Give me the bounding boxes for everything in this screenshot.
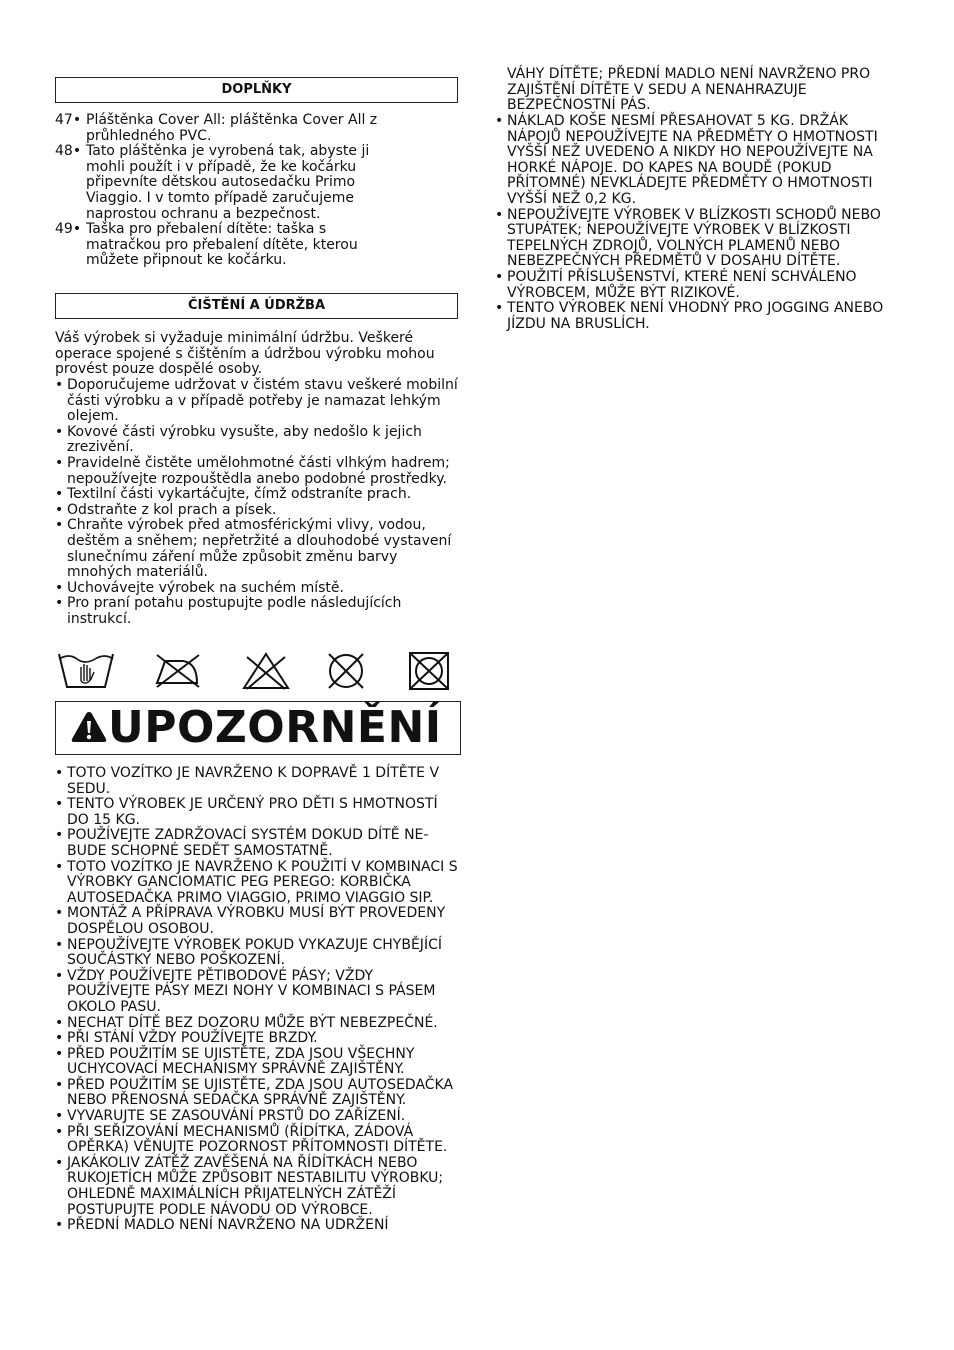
list-item: • Doporučujeme udržovat v čistém stavu veškeré mobilní části výrobku a v případě potřeby je namazat lehkým olejem. bbox=[55, 378, 460, 425]
warning-list-left bbox=[55, 766, 460, 1234]
accessories-list bbox=[55, 113, 400, 269]
list-item: • Odstraňte z kol prach a písek. bbox=[55, 503, 460, 519]
list-item: • NEPOUŽÍVEJTE VÝROBEK V BLÍZKOSTI SCHODŮ NEBO STUPÁTEK; NEPOUŽÍVEJTE VÝROBEK V BLÍZKOSTI TEPELNÝCH ZDROJŮ, VOLNÝCH PLAMENŮ NEBO NEBEZPEČNÝCH PŘEDMĚTŮ V DOSAHU DÍTĚTE. bbox=[495, 208, 905, 270]
item-number: 48• bbox=[55, 143, 82, 160]
item-number: 49• bbox=[55, 221, 82, 238]
do-not-dry-clean-icon bbox=[323, 651, 369, 691]
list-item: • PŘI SEŘIZOVÁNÍ MECHANISMŮ (ŘÍDÍTKA, ZÁDOVÁ OPĚRKA) VĚNUJTE POZORNOST PŘÍTOMNOSTI DÍTĚTE. bbox=[55, 1125, 460, 1156]
do-not-iron-icon bbox=[153, 651, 205, 691]
warning-banner bbox=[55, 701, 461, 755]
list-item: • JAKÁKOLIV ZÁTĚŽ ZAVĚŠENÁ NA ŘÍDÍTKÁCH NEBO RUKOJETÍCH MŮŽE ZPŮSOBIT NESTABILITU VÝROBKU; OHLEDNĚ MAXIMÁLNÍCH PŘIJATELNÝCH ZÁTĚŽÍ POSTUPUJTE PODLE NÁVODU OD VÝROBCE. bbox=[55, 1156, 460, 1218]
item-text: Taška pro přebalení dítěte: taška s matračkou pro přebalení dítěte, kterou můžete připnout ke kočárku. bbox=[86, 221, 358, 269]
list-item: • VYVARUJTE SE ZASOUVÁNÍ PRSTŮ DO ZAŘÍZENÍ. bbox=[55, 1109, 460, 1125]
item-text: Tato pláštěnka je vyrobená tak, abyste ji mohli použít i v případě, že ke kočárku připevníte dětskou autosedačku Primo Viaggio. I v tomto případě zaručujeme naprostou ochranu a bezpečnost. bbox=[86, 143, 370, 222]
item-text: Pláštěnka Cover All: pláštěnka Cover All z průhledného PVC. bbox=[86, 112, 378, 144]
list-item: • Kovové části výrobku vysušte, aby nedošlo k jejich zrezivění. bbox=[55, 425, 460, 456]
list-item: • NÁKLAD KOŠE NESMÍ PŘESAHOVAT 5 KG. DRŽÁK NÁPOJŮ NEPOUŽÍVEJTE NA PŘEDMĚTY O HMOTNOSTI VYŠŠÍ NEŽ UVEDENO A NIKDY HO NEPOUŽÍVEJTE NA HORKÉ NÁPOJE. DO KAPES NA BOUDĚ (POKUD PŘÍTOMNÉ) NEVKLÁDEJTE PŘEDMĚTY O HMOTNOSTI VYŠŠÍ NEŽ 0,2 KG. bbox=[495, 114, 905, 208]
list-item: • MONTÁŽ A PŘÍPRAVA VÝROBKU MUSÍ BÝT PROVEDENY DOSPĚLOU OSOBOU. bbox=[55, 906, 460, 937]
list-item: • VŽDY POUŽÍVEJTE PĚTIBODOVÉ PÁSY; VŽDY POUŽÍVEJTE PÁSY MEZI NOHY V KOMBINACI S PÁSEM OKOLO PASU. bbox=[55, 969, 460, 1016]
item-number: 47• bbox=[55, 112, 82, 128]
list-item: • TOTO VOZÍTKO JE NAVRŽENO K DOPRAVĚ 1 DÍTĚTE V SEDU. bbox=[55, 766, 460, 797]
list-item: • Pro praní potahu postupujte podle následujících instrukcí. bbox=[55, 596, 460, 627]
list-item: • NECHAT DÍTĚ BEZ DOZORU MŮŽE BÝT NEBEZPEČNÉ. bbox=[55, 1016, 460, 1032]
list-item: • POUŽÍVEJTE ZADRŽOVACÍ SYSTÉM DOKUD DÍTĚ NE-BUDE SCHOPNÉ SEDĚT SAMOSTATNĚ. bbox=[55, 828, 460, 859]
list-item: • PŘEDNÍ MADLO NENÍ NAVRŽENO NA UDRŽENÍ bbox=[55, 1218, 460, 1234]
list-item: • Chraňte výrobek před atmosférickými vlivy, vodou, deštěm a sněhem; nepřetržité a dlouhodobé vystavení slunečnímu záření může způsobit změnu barvy mnohých materiálů. bbox=[55, 518, 460, 580]
list-item: • Pravidelně čistěte umělohmotné části vlhkým hadrem; nepoužívejte rozpouštědla anebo podobné prostředky. bbox=[55, 456, 460, 487]
list-item: • TENTO VÝROBEK JE URČENÝ PRO DĚTI S HMOTNOSTÍ DO 15 KG. bbox=[55, 797, 460, 828]
list-item: • TENTO VÝROBEK NENÍ VHODNÝ PRO JOGGING ANEBO JÍZDU NA BRUSLÍCH. bbox=[495, 301, 905, 332]
list-item: • PŘED POUŽITÍM SE UJISTĚTE, ZDA JSOU AUTOSEDAČKA NEBO PŘENOSNÁ SEDAČKA SPRÁVNĚ ZAJIŠTĚNY. bbox=[55, 1078, 460, 1109]
list-item: • PŘED POUŽITÍM SE UJISTĚTE, ZDA JSOU VŠECHNY UCHYCOVACÍ MECHANISMY SPRÁVNĚ ZAJIŠTĚNY. bbox=[55, 1047, 460, 1078]
accessories-heading: DOPLŇKY bbox=[55, 77, 458, 103]
warning-list-right bbox=[495, 114, 905, 332]
do-not-bleach-icon bbox=[241, 651, 291, 691]
cleaning-list bbox=[55, 378, 460, 628]
list-item: • TOTO VOZÍTKO JE NAVRŽENO K POUŽITÍ V KOMBINACI S VÝROBKY GANCIOMATIC PEG PEREGO: KORBIČKA AUTOSEDAČKA PRIMO VIAGGIO, PRIMO VIAGGIO SIP. bbox=[55, 860, 460, 907]
list-item: • POUŽITÍ PŘÍSLUŠENSTVÍ, KTERÉ NENÍ SCHVÁLENO VÝROBCEM, MŮŽE BÝT RIZIKOVÉ. bbox=[495, 270, 905, 301]
list-item: • PŘI STÁNÍ VŽDY POUŽÍVEJTE BRZDY. bbox=[55, 1031, 460, 1047]
care-icons bbox=[55, 651, 460, 691]
list-item: • Textilní části vykartáčujte, čímž odstraníte prach. bbox=[55, 487, 460, 503]
list-item bbox=[55, 113, 400, 144]
warning-continuation: VÁHY DÍTĚTE; PŘEDNÍ MADLO NENÍ NAVRŽENO PRO ZAJIŠTĚNÍ DÍTĚTE V SEDU A NENAHRAZUJE BEZPEČNOSTNÍ PÁS. bbox=[507, 66, 871, 114]
list-item bbox=[55, 144, 400, 222]
list-item: • NEPOUŽÍVEJTE VÝROBEK POKUD VYKAZUJE CHYBĚJÍCÍ SOUČÁSTKY NEBO POŠKOZENÍ. bbox=[55, 938, 460, 969]
do-not-tumble-dry-icon bbox=[407, 651, 451, 691]
list-item bbox=[55, 222, 400, 269]
warning-title: UPOZORNĚNÍ bbox=[108, 702, 442, 753]
cleaning-intro: Váš výrobek si vyžaduje minimální údržbu. Veškeré operace spojené s čištěním a údržbou výrobku mohou provést pouze dospělé osoby. bbox=[55, 330, 435, 378]
warning-triangle-icon bbox=[70, 710, 108, 744]
hand-wash-icon bbox=[57, 651, 115, 691]
right-column bbox=[495, 0, 905, 332]
cleaning-heading: ČIŠTĚNÍ A ÚDRŽBA bbox=[55, 293, 458, 319]
list-item: • Uchovávejte výrobek na suchém místě. bbox=[55, 581, 460, 597]
